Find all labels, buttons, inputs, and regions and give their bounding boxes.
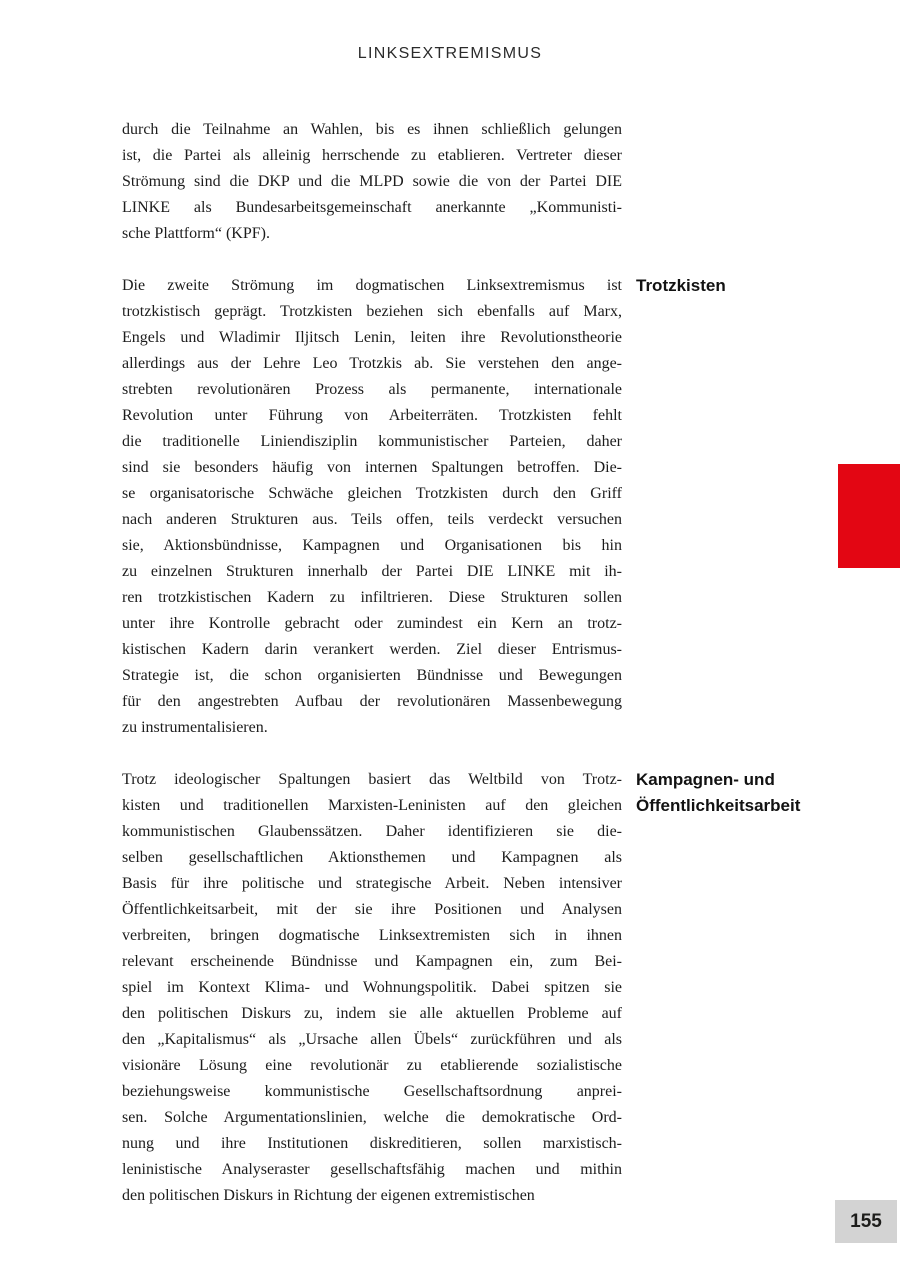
margin-note-line: Trotzkisten — [636, 276, 726, 295]
text-line: relevant erscheinende Bündnisse und Kampagnen ein, zum Bei- — [122, 953, 622, 970]
text-line: den politischen Diskurs in Richtung der eigenen extremistischen — [122, 1187, 535, 1204]
text-line: spiel im Kontext Klima- und Wohnungspolitik. Dabei spitzen sie — [122, 979, 622, 996]
text-line: kommunistischen Glaubenssätzen. Daher identifizieren sie die- — [122, 823, 622, 840]
margin-note — [636, 273, 836, 299]
text-line: Öffentlichkeitsarbeit, mit der sie ihre Positionen und Analysen — [122, 901, 622, 918]
body-column — [122, 117, 842, 1235]
paragraph — [122, 767, 842, 1209]
text-line: visionäre Lösung eine revolutionär zu etablierende sozialistische — [122, 1057, 622, 1074]
page-number: 155 — [850, 1210, 882, 1232]
running-header: LINKSEXTREMISMUS — [357, 45, 543, 62]
chapter-marker-red-tab — [838, 464, 900, 568]
text-line: nach anderen Strukturen aus. Teils offen, teils verdeckt versuchen — [122, 511, 622, 528]
paragraph-text — [122, 273, 622, 741]
text-line: sche Plattform“ (KPF). — [122, 225, 270, 242]
margin-note-line: Öffentlichkeitsarbeit — [636, 796, 801, 815]
text-line: LINKE als Bundesarbeitsgemeinschaft anerkannte „Kommunisti- — [122, 199, 622, 216]
text-line: den politischen Diskurs zu, indem sie alle aktuellen Probleme auf — [122, 1005, 622, 1022]
text-line: beziehungsweise kommunistische Gesellschaftsordnung anprei- — [122, 1083, 622, 1100]
text-line: zu einzelnen Strukturen innerhalb der Partei DIE LINKE mit ih- — [122, 563, 622, 580]
text-line: Strömung sind die DKP und die MLPD sowie die von der Partei DIE — [122, 173, 622, 190]
text-line: unter ihre Kontrolle gebracht oder zumindest ein Kern an trotz- — [122, 615, 622, 632]
paragraph-text — [122, 117, 622, 247]
paragraph — [122, 273, 842, 741]
text-line: durch die Teilnahme an Wahlen, bis es ihnen schließlich gelungen — [122, 121, 622, 138]
text-line: Trotz ideologischer Spaltungen basiert das Weltbild von Trotz- — [122, 771, 622, 788]
text-line: se organisatorische Schwäche gleichen Trotzkisten durch den Griff — [122, 485, 622, 502]
text-line: Revolution unter Führung von Arbeiterräten. Trotzkisten fehlt — [122, 407, 622, 424]
text-line: ist, die Partei als alleinig herrschende zu etablieren. Vertreter dieser — [122, 147, 622, 164]
text-line: leninistische Analyseraster gesellschaftsfähig machen und mithin — [122, 1161, 622, 1178]
text-line: sie, Aktionsbündnisse, Kampagnen und Organisationen bis hin — [122, 537, 622, 554]
text-line: für den angestrebten Aufbau der revolutionären Massenbewegung — [122, 693, 622, 710]
text-line: zu instrumentalisieren. — [122, 719, 268, 736]
text-line: Strategie ist, die schon organisierten Bündnisse und Bewegungen — [122, 667, 622, 684]
margin-note — [636, 767, 836, 819]
text-line: die traditionelle Liniendisziplin kommunistischer Parteien, daher — [122, 433, 622, 450]
text-line: kistischen Kadern darin verankert werden. Ziel dieser Entrismus- — [122, 641, 622, 658]
text-line: strebten revolutionären Prozess als permanente, internationale — [122, 381, 622, 398]
text-line: trotzkistisch geprägt. Trotzkisten beziehen sich ebenfalls auf Marx, — [122, 303, 622, 320]
paragraph — [122, 117, 842, 247]
text-line: den „Kapitalismus“ als „Ursache allen Übels“ zurückführen und als — [122, 1031, 622, 1048]
text-line: selben gesellschaftlichen Aktionsthemen und Kampagnen als — [122, 849, 622, 866]
margin-note-line: Kampagnen- und — [636, 770, 775, 789]
text-line: Die zweite Strömung im dogmatischen Linksextremismus ist — [122, 277, 622, 294]
text-line: sind sie besonders häufig von internen Spaltungen betroffen. Die- — [122, 459, 622, 476]
text-line: Basis für ihre politische und strategische Arbeit. Neben intensiver — [122, 875, 622, 892]
text-line: kisten und traditionellen Marxisten-Leninisten auf den gleichen — [122, 797, 622, 814]
paragraph-text — [122, 767, 622, 1209]
text-line: sen. Solche Argumentationslinien, welche die demokratische Ord- — [122, 1109, 622, 1126]
text-line: allerdings aus der Lehre Leo Trotzkis ab. Sie verstehen den ange- — [122, 355, 622, 372]
text-line: Engels und Wladimir Iljitsch Lenin, leiten ihre Revolutionstheorie — [122, 329, 622, 346]
text-line: verbreiten, bringen dogmatische Linksextremisten sich in ihnen — [122, 927, 622, 944]
page-number-box — [835, 1200, 897, 1243]
text-line: ren trotzkistischen Kadern zu infiltrieren. Diese Strukturen sollen — [122, 589, 622, 606]
text-line: nung und ihre Institutionen diskreditieren, sollen marxistisch- — [122, 1135, 622, 1152]
